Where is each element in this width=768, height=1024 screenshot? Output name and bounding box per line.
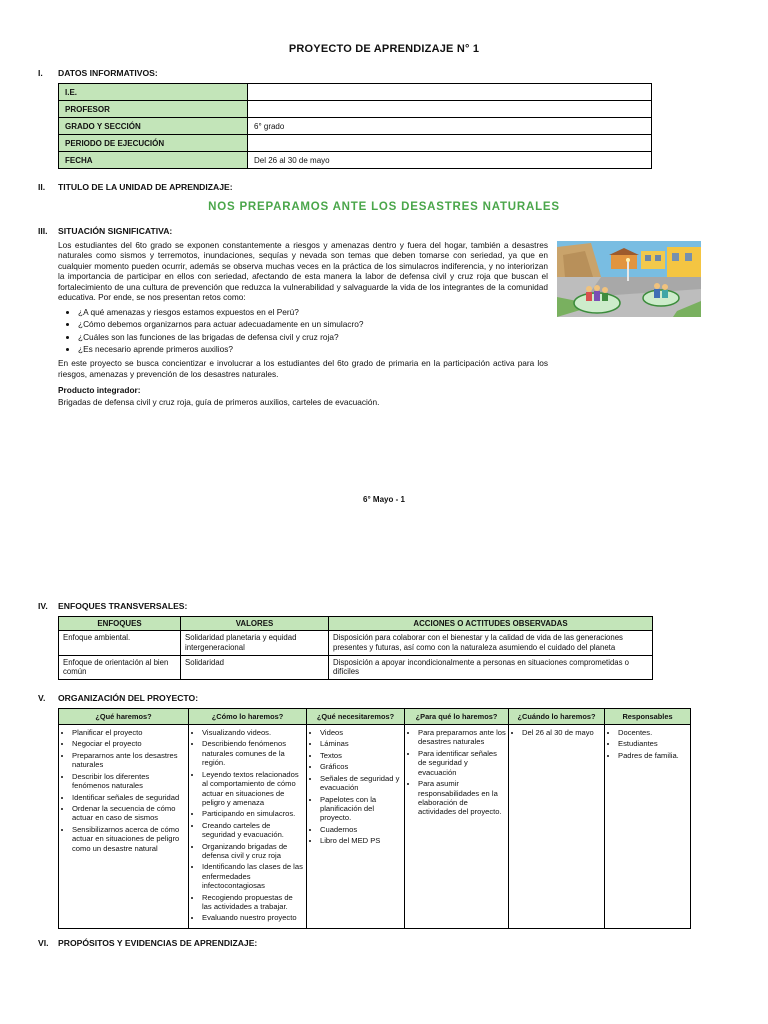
list-item: • Evaluando nuestro proyecto: [202, 913, 304, 922]
datos-table-row: [59, 152, 652, 169]
producto-integrador-text: Brigadas de defensa civil y cruz roja, guía de primeros auxilios, carteles de evacuación.: [58, 397, 380, 408]
list-item: • Estudiantes: [618, 739, 688, 748]
list-item: • Del 26 al 30 de mayo: [522, 728, 602, 737]
enfoque-cell: Enfoque de orientación al bien común: [59, 655, 181, 679]
section-title: TITULO DE LA UNIDAD DE APRENDIZAJE:: [58, 182, 233, 192]
list-item: • Participando en simulacros.: [202, 809, 304, 818]
list-item: • Videos: [320, 728, 402, 737]
section-number: IV.: [38, 601, 48, 612]
datos-row-value: [248, 101, 652, 118]
list-item: • Señales de seguridad y evacuación: [320, 774, 402, 793]
list-item: • Para prepararnos ante los desastres naturales: [418, 728, 506, 747]
datos-row-label: GRADO Y SECCIÓN: [59, 118, 248, 135]
datos-row-label: I.E.: [59, 84, 248, 101]
list-item: • Describiendo fenómenos naturales comunes de la región.: [202, 739, 304, 767]
document-title: PROYECTO DE APRENDIZAJE N° 1: [288, 43, 480, 55]
valores-cell: Solidaridad planetaria y equidad intergeneracional: [181, 631, 329, 655]
situacion-question: • ¿Cuáles son las funciones de las brigadas de defensa civil y cruz roja?: [78, 332, 548, 342]
list-item: • Visualizando videos.: [202, 728, 304, 737]
cuando-list: [512, 728, 602, 737]
enfoques-header-row: [59, 617, 653, 631]
list-item: • Leyendo textos relacionados al comportamiento de cómo actuar en situaciones de peligro y amenaza: [202, 770, 304, 808]
evacuation-scene-illustration: [557, 241, 701, 317]
para-que-list: [408, 728, 506, 817]
datos-row-value: Del 26 al 30 de mayo: [248, 152, 652, 169]
org-header-como-haremos: ¿Cómo lo haremos?: [189, 709, 307, 725]
section-title: DATOS INFORMATIVOS:: [58, 68, 158, 78]
que-haremos-list: [62, 728, 186, 853]
situacion-content: [58, 240, 710, 407]
organizacion-table: [58, 708, 691, 929]
section-heading-enfoques: [38, 601, 768, 611]
enfoques-header-enfoques: ENFOQUES: [59, 617, 181, 631]
datos-row-label: PROFESOR: [59, 101, 248, 118]
enfoques-header-acciones: ACCIONES O ACTITUDES OBSERVADAS: [329, 617, 653, 631]
enfoques-table-row: [59, 631, 653, 655]
org-cell-cuando: [509, 725, 605, 929]
page-break-gap: [0, 504, 768, 588]
valores-cell: Solidaridad: [181, 655, 329, 679]
section-title: ORGANIZACIÓN DEL PROYECTO:: [58, 693, 199, 704]
datos-row-value: [248, 84, 652, 101]
acciones-cell: Disposición a apoyar incondicionalmente a personas en situaciones comprometidas o difíciles: [329, 655, 653, 679]
section-number: I.: [38, 68, 43, 78]
section-number: II.: [38, 182, 46, 192]
list-item: • Docentes.: [618, 728, 688, 737]
section-heading-situacion: [38, 226, 768, 236]
situacion-closing-paragraph: En este proyecto se busca concientizar e involucrar a los estudiantes del 6to grado de primaria en la participación activa para los riesgos, amenazas y prevención de los desastres naturales.: [58, 358, 548, 379]
list-item: • Cuadernos: [320, 825, 402, 834]
enfoques-header-valores: VALORES: [181, 617, 329, 631]
necesitaremos-list: [310, 728, 402, 845]
unit-title: NOS PREPARAMOS ANTE LOS DESASTRES NATURALES: [208, 201, 560, 213]
org-cell-como-haremos: [189, 725, 307, 929]
list-item: • Prepararnos ante los desastres naturales: [72, 751, 186, 770]
section-number: III.: [38, 226, 48, 236]
list-item: • Para identificar señales de seguridad y evacuación: [418, 749, 506, 777]
list-item: • Negociar el proyecto: [72, 739, 186, 748]
list-item: • Identificando las clases de las enfermedades infectocontagiosas: [202, 862, 304, 890]
org-cell-que-necesitaremos: [307, 725, 405, 929]
org-body-row: [59, 725, 691, 929]
datos-table-body: [59, 84, 652, 169]
list-item: • Identificar señales de seguridad: [72, 793, 186, 802]
section-title: ENFOQUES TRANSVERSALES:: [58, 601, 188, 612]
list-item: • Papelotes con la planificación del proyecto.: [320, 795, 402, 823]
datos-table-row: [59, 101, 652, 118]
org-header-row: [59, 709, 691, 725]
situacion-question: • ¿Es necesario aprende primeros auxilios?: [78, 344, 548, 354]
datos-table-row: [59, 84, 652, 101]
datos-row-value: 6° grado: [248, 118, 652, 135]
list-item: • Ordenar la secuencia de cómo actuar en caso de sismos: [72, 804, 186, 823]
section-heading-unidad: [38, 182, 768, 192]
section-heading-datos: [38, 68, 768, 78]
section-number: V.: [38, 693, 46, 704]
org-cell-responsables: [605, 725, 691, 929]
org-cell-que-haremos: [59, 725, 189, 929]
list-item: • Describir los diferentes fenómenos naturales: [72, 772, 186, 791]
org-header-responsables: Responsables: [605, 709, 691, 725]
enfoques-table-row: [59, 655, 653, 679]
enfoques-table: [58, 616, 653, 680]
acciones-cell: Disposición para colaborar con el bienestar y la calidad de vida de las generaciones presentes y futuras, así como con la naturaleza asumiendo el cuidado del planeta: [329, 631, 653, 655]
list-item: • Textos: [320, 751, 402, 760]
list-item: • Láminas: [320, 739, 402, 748]
list-item: • Organizando brigadas de defensa civil y cruz roja: [202, 842, 304, 861]
list-item: • Gráficos: [320, 762, 402, 771]
datos-row-label: FECHA: [59, 152, 248, 169]
evacuation-scene-svg: [557, 241, 701, 317]
situacion-question-list: [64, 307, 548, 355]
list-item: • Sensibilizarnos acerca de cómo actuar en situaciones de peligro como un desastre natural: [72, 825, 186, 853]
section-title: PROPÓSITOS Y EVIDENCIAS DE APRENDIZAJE:: [58, 937, 258, 948]
people-group-left: [586, 285, 608, 301]
section-heading-propositos: [38, 938, 768, 948]
como-haremos-list: [192, 728, 304, 923]
situacion-question: • ¿A qué amenazas y riesgos estamos expuestos en el Perú?: [78, 307, 548, 317]
org-header-que-haremos: ¿Qué haremos?: [59, 709, 189, 725]
page-footer: 6° Mayo - 1: [363, 495, 405, 505]
situacion-paragraph: Los estudiantes del 6to grado se exponen constantemente a riesgos y amenazas dentro y fuera del hogar, también a desastres naturales como sismos y terremotos, inundaciones, sequías y nevada son temas que deben tomarse con seriedad, ya que en cualquier momento pueden ocurrir, además se observa muchas veces en la práctica de los simulacros indiferencia, y no interiorizan la importancia de participar en ellos con seriedad, afectando de esta manera la labor de defensa civil y cruz roja que buscan el fortalecimiento de una cultura de prevención que reduzca la vulnerabilidad y salvaguarde la vida de los integrantes de la comunidad educativa. Por ende, se nos presentan retos como:: [58, 240, 548, 303]
responsables-list: [608, 728, 688, 760]
org-header-para-que: ¿Para qué lo haremos?: [405, 709, 509, 725]
enfoques-table-body: [59, 631, 653, 680]
producto-integrador-label: Producto integrador:: [58, 385, 141, 396]
org-cell-para-que: [405, 725, 509, 929]
section-title: SITUACIÓN SIGNIFICATIVA:: [58, 226, 173, 236]
org-header-cuando: ¿Cuándo lo haremos?: [509, 709, 605, 725]
list-item: • Libro del MED PS: [320, 836, 402, 845]
datos-table-row: [59, 135, 652, 152]
datos-table-row: [59, 118, 652, 135]
datos-informativos-table: [58, 83, 652, 169]
datos-row-value: [248, 135, 652, 152]
org-header-que-necesitaremos: ¿Qué necesitaremos?: [307, 709, 405, 725]
list-item: • Planificar el proyecto: [72, 728, 186, 737]
list-item: • Para asumir responsabilidades en la elaboración de actividades del proyecto.: [418, 779, 506, 817]
list-item: • Creando carteles de seguridad y evacuación.: [202, 821, 304, 840]
section-heading-organizacion: [38, 693, 768, 703]
list-item: • Recogiendo propuestas de las actividades a trabajar.: [202, 893, 304, 912]
enfoque-cell: Enfoque ambiental.: [59, 631, 181, 655]
datos-row-label: PERIODO DE EJECUCIÓN: [59, 135, 248, 152]
situacion-question: • ¿Cómo debemos organizarnos para actuar adecuadamente en un simulacro?: [78, 319, 548, 329]
section-number: VI.: [38, 937, 49, 948]
list-item: • Padres de familia.: [618, 751, 688, 760]
